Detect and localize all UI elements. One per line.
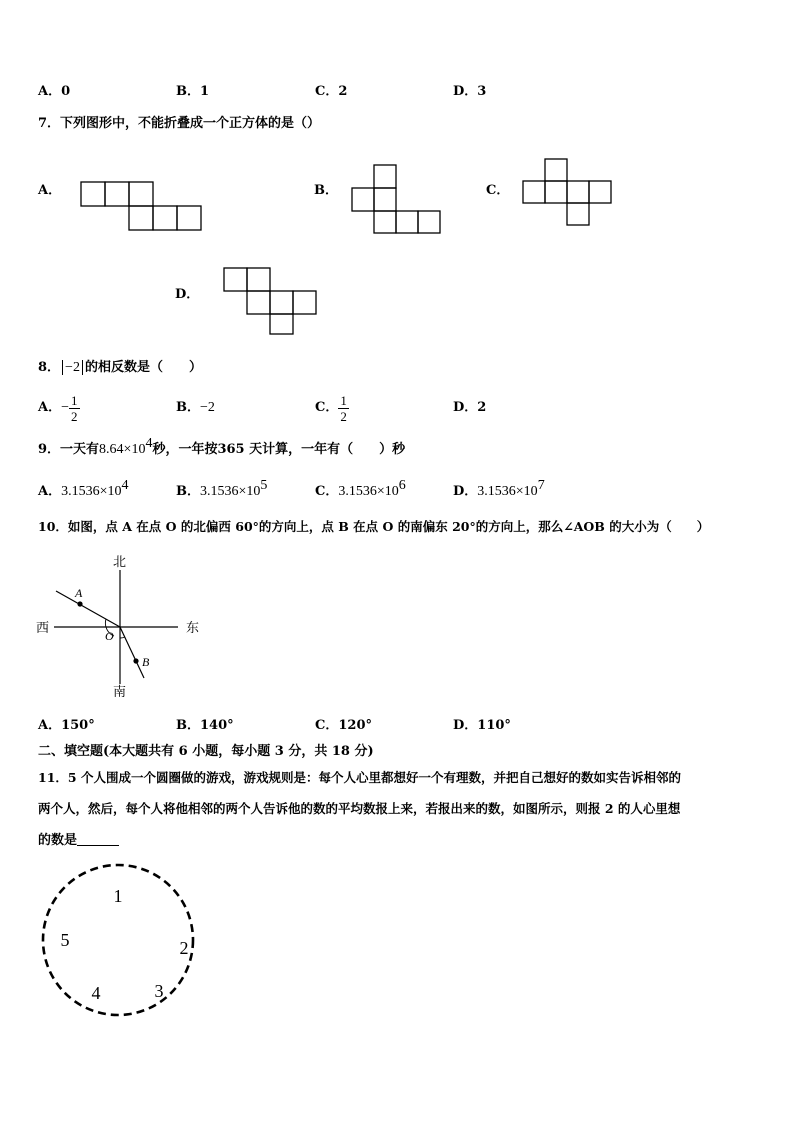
q10-stem: 10．如图，点 A 在点 O 的北偏西 60°的方向上，点 B 在点 O 的南偏东 20°的方向上，那么∠AOB 的大小为（ ） — [38, 519, 710, 534]
q7-net-d — [222, 266, 320, 338]
q11-line2: 两个人，然后，每个人将他相邻的两个人告诉他的数的平均数报上来，若报出来的数，如图所示，则报 2 的人心里想 — [38, 801, 681, 816]
q8-stem: 8． −2 的相反数是（ ） — [38, 360, 202, 375]
answer-blank[interactable] — [77, 832, 119, 846]
label-north: 北 — [113, 554, 127, 569]
q9-option-a: A．$3.1536\times 10^4$ — [38, 478, 129, 499]
q11-circle-figure — [38, 860, 200, 1022]
ray-ob — [120, 627, 144, 678]
q7-label-c: C． — [486, 183, 510, 198]
fraction: $\frac{1}{2}$ — [340, 392, 347, 424]
q9-stem: 9．一天有$8.64\times 10^4$秒，一年按365 天计算，一年有（ ）秒 — [38, 436, 406, 457]
q8-option-b: B．−2 — [176, 400, 215, 415]
q9-option-c: C．$3.1536\times 10^6$ — [315, 478, 406, 499]
q10-option-a: A．150° — [38, 718, 95, 733]
q7-stem: 7．下列图形中，不能折叠成一个正方体的是（） — [38, 116, 321, 131]
q8-option-a: A． − $\frac{1}{2}$ — [38, 392, 78, 424]
q7-label-d: D． — [175, 287, 200, 302]
q11-line3: 的数是 — [38, 832, 119, 849]
q7-label-b: B． — [314, 183, 338, 198]
q9-option-b: B．$3.1536\times 10^5$ — [176, 478, 268, 499]
q6-option-c: C．2 — [315, 84, 348, 99]
section-title: 二、填空题(本大题共有 6 小题，每小题 3 分，共 18 分) — [38, 744, 374, 759]
circle-number-4: 4 — [91, 983, 101, 1003]
circle-number-2: 2 — [179, 938, 189, 958]
label-south: 南 — [113, 684, 127, 699]
fraction: $\frac{1}{2}$ — [71, 392, 78, 424]
circle-number-5: 5 — [60, 930, 70, 950]
q7-net-c — [521, 158, 615, 228]
q10-option-d: D．110° — [453, 718, 511, 733]
angle-arc-b — [120, 637, 125, 638]
q10-option-b: B．140° — [176, 718, 234, 733]
label-b: B — [142, 655, 150, 669]
q6-option-b: B．1 — [176, 84, 210, 99]
q8-option-d: D．2 — [453, 400, 487, 415]
label-a: A — [75, 586, 83, 600]
q7-label-a: A． — [38, 183, 62, 198]
q10-option-c: C．120° — [315, 718, 372, 733]
q6-option-d: D．3 — [453, 84, 487, 99]
q8-abs-expression: −2 — [62, 360, 83, 375]
point-a — [77, 601, 82, 606]
q9-option-d: D．$3.1536\times 10^7$ — [453, 478, 545, 499]
point-b — [133, 658, 138, 663]
q10-compass-figure — [34, 550, 206, 702]
q8-option-c: C． $\frac{1}{2}$ — [315, 392, 347, 424]
ray-oa — [56, 591, 120, 627]
q7-net-b — [350, 164, 444, 236]
label-east: 东 — [186, 620, 200, 635]
circle-number-1: 1 — [113, 886, 123, 906]
q11-line1: 11．5 个人围成一个圆圈做的游戏，游戏规则是：每个人心里都想好一个有理数，并把自己想好的数如实告诉相邻的 — [38, 770, 681, 785]
label-o: O — [105, 629, 114, 643]
label-west: 西 — [36, 620, 50, 635]
circle-number-3: 3 — [154, 981, 164, 1001]
q7-net-a — [80, 180, 206, 234]
q6-option-a: A．0 — [38, 84, 71, 99]
